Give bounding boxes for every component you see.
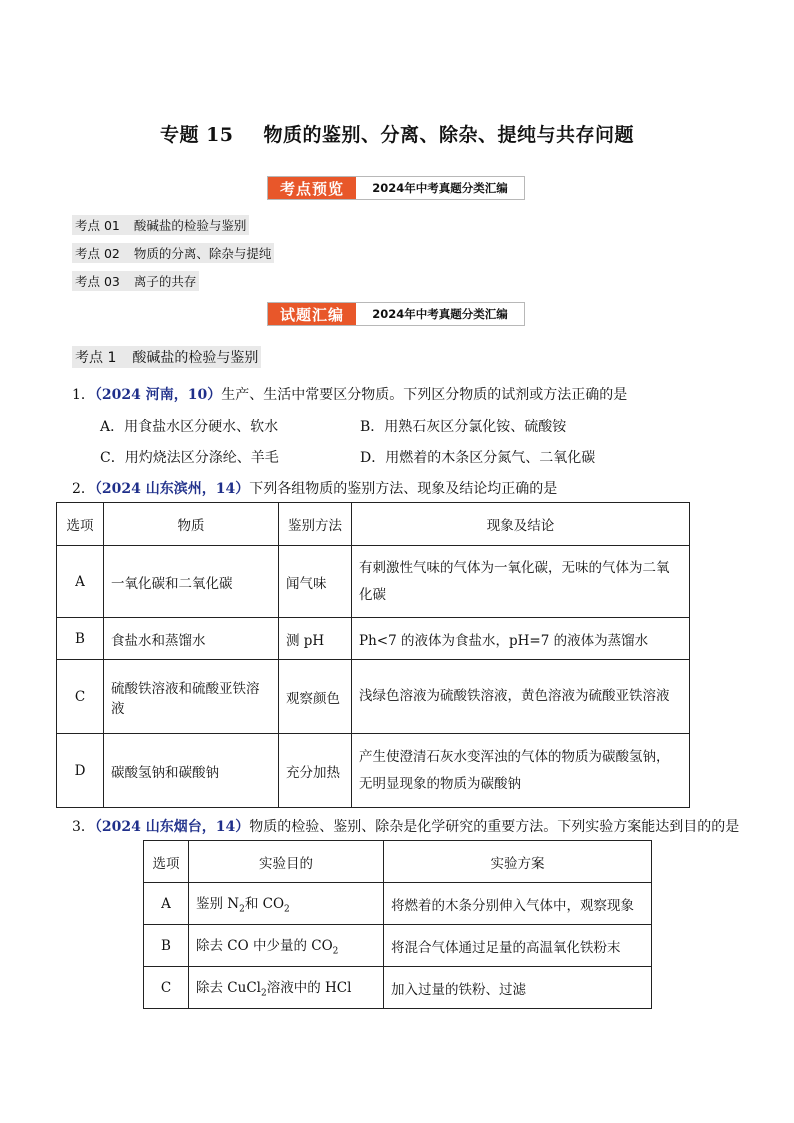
question-2: 2．（2024 山东滨州，14）下列各组物质的鉴别方法、现象及结论均正确的是 [72,481,558,497]
question-source: （2024 山东滨州，14） [94,481,250,497]
q2-table [56,502,690,808]
table-header: 选项 [57,503,104,546]
table-row: C 硫酸铁溶液和硫酸亚铁溶液 观察颜色 浅绿色溶液为硫酸铁溶液，黄色溶液为硫酸亚铁溶液 [57,660,690,734]
q1-option-d[interactable]: D．用燃着的木条区分氮气、二氧化碳 [360,450,596,466]
question-source: （2024 河南，10） [94,387,222,403]
section-heading: 考点 1 酸碱盐的检验与鉴别 [72,346,261,368]
table-header: 选项 [144,841,189,883]
question-3: 3．（2024 山东烟台，14）物质的检验、鉴别、除杂是化学研究的重要方法。下列实验方案能达到目的的是 [72,819,740,835]
toc-item[interactable]: 考点 02 物质的分离、除杂与提纯 [72,243,274,263]
table-header: 实验方案 [384,841,652,883]
table-header: 物质 [104,503,279,546]
exam-tag: 试题汇编 [268,303,356,325]
table-header: 实验目的 [189,841,384,883]
q1-option-b[interactable]: B．用熟石灰区分氯化铵、硫酸铵 [360,419,567,435]
table-row: B 除去 CO 中少量的 $CO_2$ 将混合气体通过足量的高温氧化铁粉末 [144,925,652,967]
table-row: A 鉴别 $N_2$和 $CO_2$ 将燃着的木条分别伸入气体中，观察现象 [144,883,652,925]
table-row: C 除去 CuCl$_2$溶液中的 HCl 加入过量的铁粉、过滤 [144,967,652,1009]
question-source: （2024 山东烟台，14） [94,819,250,835]
preview-tag: 考点预览 [268,177,356,199]
toc-item[interactable]: 考点 03 离子的共存 [72,271,199,291]
page-title [0,120,794,147]
toc-item[interactable]: 考点 01 酸碱盐的检验与鉴别 [72,215,249,235]
exam-subtitle: 2024年中考真题分类汇编 [372,307,508,321]
q1-option-a[interactable]: A．用食盐水区分硬水、软水 [100,419,279,435]
table-row: A 一氧化碳和二氧化碳 闻气味 有刺激性气味的气体为一氧化碳，无味的气体为二氧化碳 [57,546,690,618]
table-row: D 碳酸氢钠和碳酸钠 充分加热 产生使澄清石灰水变浑浊的气体的物质为碳酸氢钠，无明显现象的物质为碳酸钠 [57,734,690,808]
table-header: 现象及结论 [352,503,690,546]
preview-subtitle: 2024年中考真题分类汇编 [372,181,508,195]
table-header: 鉴别方法 [279,503,352,546]
topic-title: 物质的鉴别、分离、除杂、提纯与共存问题 [263,124,635,146]
exam-banner [267,302,525,326]
question-1: 1．（2024 河南，10）生产、生活中常要区分物质。下列区分物质的试剂或方法正确的是 [72,387,628,403]
q3-table [143,840,652,1009]
table-row: B 食盐水和蒸馏水 测 pH Ph<7 的液体为食盐水，pH=7 的液体为蒸馏水 [57,618,690,660]
preview-banner [267,176,525,200]
q1-option-c[interactable]: C．用灼烧法区分涤纶、羊毛 [100,450,279,466]
topic-number: 专题 15 [159,124,234,146]
